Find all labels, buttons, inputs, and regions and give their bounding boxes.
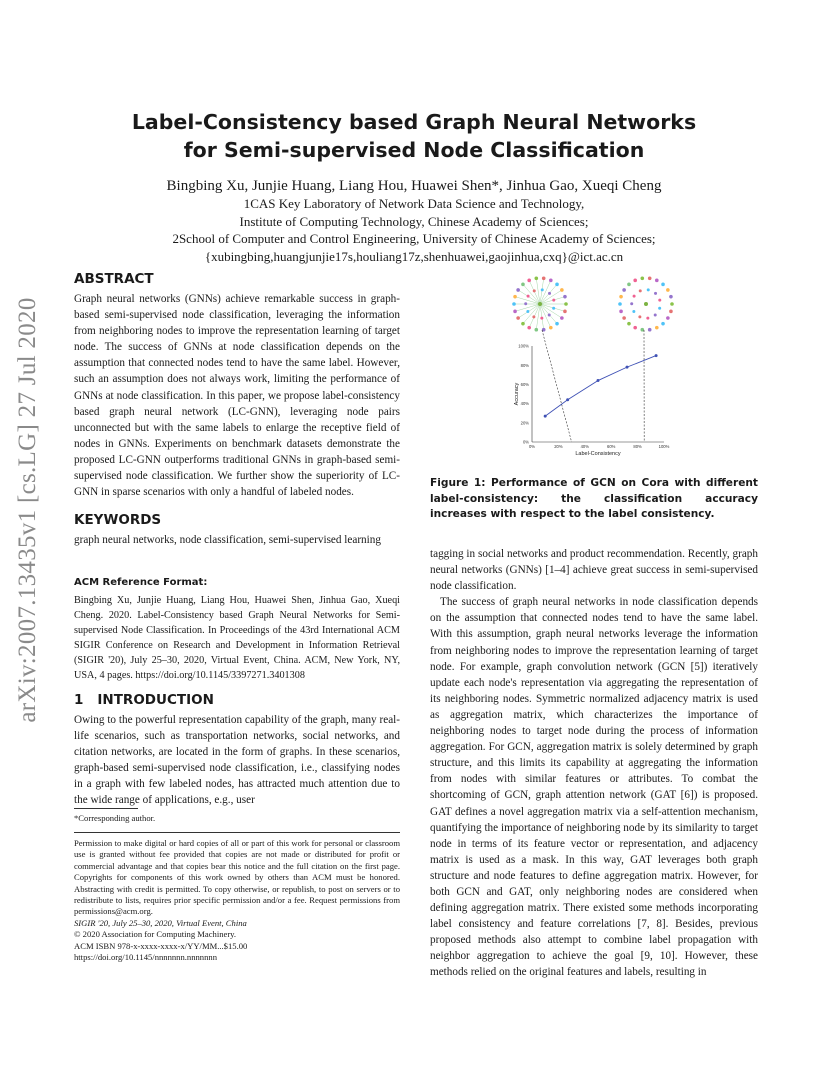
x-tick-label: 40%: [580, 444, 589, 449]
graph-node: [527, 295, 530, 298]
graph-center-node: [644, 302, 648, 306]
graph-node: [549, 279, 553, 283]
affiliation-line: 1CAS Key Laboratory of Network Data Science and Technology,: [243, 196, 585, 211]
accuracy-point: [655, 354, 658, 357]
graph-node: [658, 307, 661, 310]
graph-node: [622, 288, 626, 292]
graph-node: [552, 307, 555, 310]
graph-node: [639, 289, 642, 292]
graph-node: [524, 302, 527, 305]
x-tick-label: 20%: [554, 444, 563, 449]
chart-marks: [542, 330, 658, 442]
graph-node: [548, 292, 551, 295]
author-emails: {xubingbing,huangjunjie17s,houliang17z,shenhuawei,gaojinhua,cxq}@ict.ac.cn: [204, 248, 624, 264]
graph-node: [552, 299, 555, 302]
graph-node: [534, 276, 538, 280]
graph-node: [540, 317, 543, 320]
title-line-2: for Semi-supervised Node Classification: [183, 138, 645, 162]
title-line-1: Label-Consistency based Graph Neural Networks: [131, 110, 697, 134]
accuracy-point: [566, 398, 569, 401]
section-number: 1: [74, 692, 84, 708]
graph-node: [542, 276, 546, 280]
footnote: *Corresponding author.: [74, 813, 156, 823]
graph-node: [521, 283, 525, 287]
graph-node: [521, 322, 525, 326]
isbn-line: ACM ISBN 978-x-xxxx-xxxx-x/YY/MM...$15.00: [74, 940, 248, 951]
x-axis-title: Label-Consistency: [575, 451, 621, 457]
graph-edge: [540, 304, 564, 311]
paper-title: [100, 108, 728, 164]
graph-node: [627, 322, 631, 326]
permission-rule: [74, 832, 400, 833]
graph-node: [654, 292, 657, 295]
graph-edge: [516, 297, 540, 304]
graph-node: [619, 310, 623, 314]
graph-node: [527, 326, 531, 330]
graph-node: [548, 313, 551, 316]
graph-node: [563, 310, 567, 314]
graph-node: [666, 316, 670, 320]
graph-node: [647, 288, 650, 291]
graph-node: [619, 295, 623, 299]
accuracy-point: [544, 415, 547, 418]
graph-high-consistency: [618, 276, 674, 331]
graph-node: [564, 302, 568, 306]
x-tick-label: 60%: [607, 444, 616, 449]
graph-node: [513, 295, 517, 299]
affiliation-line: Institute of Computing Technology, Chinese Academy of Sciences;: [239, 213, 589, 229]
graph-node: [527, 279, 531, 283]
graph-node: [541, 288, 544, 291]
doi-line: https://doi.org/10.1145/nnnnnnn.nnnnnnn: [74, 952, 217, 963]
graph-node: [669, 295, 673, 299]
graph-node: [646, 317, 649, 320]
graph-node: [632, 310, 635, 313]
copyright-line: © 2020 Association for Computing Machinery.: [74, 929, 237, 940]
x-tick-label: 80%: [633, 444, 642, 449]
y-tick-label: 20%: [520, 420, 529, 426]
x-tick-label: 0%: [528, 444, 536, 449]
graph-node: [640, 328, 644, 332]
y-tick-label: 0%: [522, 439, 529, 445]
graph-node: [633, 326, 637, 330]
graph-node: [526, 310, 529, 313]
graph-node: [516, 288, 520, 292]
graph-node: [661, 322, 665, 326]
abstract-heading: ABSTRACT: [74, 271, 154, 287]
graph-node: [534, 328, 538, 332]
accuracy-point: [626, 366, 629, 369]
graph-node: [633, 295, 636, 298]
graph-node: [532, 315, 535, 318]
graph-node: [648, 328, 652, 332]
graph-node: [563, 295, 567, 299]
graph-node: [555, 322, 559, 326]
figure-caption: Figure 1: Performance of GCN on Cora with different label-consistency: the classification accuracy increases with respect to the label consistency.: [430, 477, 758, 521]
x-tick-label: 100%: [658, 444, 670, 449]
graph-node: [658, 299, 661, 302]
y-tick-label: 40%: [520, 401, 529, 407]
keywords-text: graph neural networks, node classification, semi-supervised learning: [74, 534, 381, 546]
graph-node: [670, 302, 674, 306]
y-tick-label: 80%: [520, 362, 529, 368]
graph-node: [549, 326, 553, 330]
introduction-text: Owing to the powerful representation capability of the graph, many real-life scenarios, such as transportation networks, social networks, and citation networks, are located in the form of graphs. In these scenarios, graph-based semi-supervised node classification, i.e., classifying nodes in a graph with few labeled nodes, has attracted much attention due to the wide range of applications, e.g., user: [74, 714, 400, 807]
introduction-heading: [74, 692, 214, 708]
affiliation-line: 2School of Computer and Control Engineering, University of Chinese Academy of Sciences;: [172, 231, 656, 246]
graph-node: [669, 310, 673, 314]
graph-node: [622, 316, 626, 320]
accuracy-series-line: [545, 356, 656, 416]
footnote-rule: [74, 808, 138, 809]
paragraph: tagging in social networks and product recommendation. Recently, graph neural networks (GNNs) [1–4] achieve great success in semi-supervised node classification.: [430, 548, 758, 593]
graph-node: [661, 283, 665, 287]
right-column-text: [430, 546, 758, 981]
y-tick-label: 100%: [518, 343, 529, 349]
conference-line: SIGIR '20, July 25–30, 2020, Virtual Event, China: [74, 917, 247, 928]
graph-node: [533, 289, 536, 292]
acm-reference-heading: ACM Reference Format:: [74, 577, 208, 588]
acm-reference-text: Bingbing Xu, Junjie Huang, Liang Hou, Huawei Shen, Jinhua Gao, Xueqi Cheng. 2020. Label-Consistency based Graph Neural Networks for Semi-supervised Node Classification. In Proceedings of the 43rd International ACM SIGIR Conference on Research and Development in Information Retrieval (SIGIR '20), July 25–30, 2020, Virtual Event, China. ACM, New York, NY, USA, 4 pages. https://doi.org/10.1145/3397271.3401308: [74, 595, 400, 681]
graph-node: [633, 279, 637, 283]
graph-node: [560, 288, 564, 292]
accuracy-point: [597, 379, 600, 382]
abstract-text: Graph neural networks (GNNs) achieve remarkable success in graph-based semi-supervised node classification, leveraging the information from neighboring nodes to improve the representation learning of target node. The success of GNNs at node classification depends on the assumption that connected nodes tend to have the same label. However, such an assumption does not always work, limiting the performance of GNNs at node classification. In this paper, we propose label-consistency based graph neural network (LC-GNN), leveraging node pairs unconnected but with the same labels to enlarge the receptive field of nodes in GNNs. Experiments on benchmark datasets demonstrate the proposed LC-GNN outperforms traditional GNNs in graph-based semi-supervised node classification. We further show the superiority of LC-GNN in sparse scenarios with only a handful of labeled nodes.: [74, 293, 400, 499]
connector-line: [542, 330, 572, 442]
graph-node: [640, 276, 644, 280]
graph-node: [638, 315, 641, 318]
y-tick-label: 60%: [520, 382, 529, 387]
chart-axes: [514, 344, 670, 457]
graph-node: [627, 283, 631, 287]
graph-node: [618, 302, 622, 306]
graph-center-node: [538, 302, 542, 306]
graph-node: [630, 302, 633, 305]
authors: Bingbing Xu, Junjie Huang, Liang Hou, Huawei Shen*, Jinhua Gao, Xueqi Cheng: [166, 178, 662, 194]
graph-illustrations: [512, 276, 674, 331]
graph-edge: [516, 304, 540, 311]
graph-node: [666, 288, 670, 292]
graph-node: [655, 279, 659, 283]
section-title: INTRODUCTION: [97, 692, 214, 708]
graph-node: [516, 316, 520, 320]
paragraph: The success of graph neural networks in node classification depends on the assumption that connected nodes tend to have the same label. With this assumption, graph neural networks leverage the information from neighboring nodes to improve the representation learning of target node. For example, graph convolution network (GCN [5]) iteratively update each node's representation via aggregating the representation of its neighboring nodes. Symmetric normalized adjacency matrix is used as aggregation matrix, which characterizes the importance of neighboring nodes to target node during the process of information aggregation. For GCN, aggregation matrix is solely determined by graph structure, and this limits its capability at aggregating the information from nodes with similar features or attributes. To combat the shortcoming of GCN, graph attention network (GAT [6]) is proposed. GAT defines a novel aggregation matrix via a self-attention mechanism, quantifying the importance of neighboring node by its similarity to target node in terms of its feature vector or representation, and adjacency matrix is used as a mask. In this way, GAT leverages both graph structure and node features to define aggregation matrix. However, for both GCN and GAT, only neighboring nodes are considered when defining aggregation matrix. There existed some methods incorporating label consistency and feature correlations [7, 8]. Besides, previous proposed methods also attempt to combine label propagation with neighbor aggregation to achieve the goal [9, 10]. However, these methods relied on the original features and labels, resulting in: [430, 596, 758, 979]
arxiv-identifier: arXiv:2007.13435v1 [cs.LG] 27 Jul 2020: [14, 297, 41, 723]
graph-low-consistency: [512, 276, 568, 331]
permission-block: [74, 838, 400, 963]
graph-node: [648, 276, 652, 280]
permission-notice: Permission to make digital or hard copies of all or part of this work for personal or classroom use is granted without fee provided that copies are not made or distributed for profit or commercial advantage and that copies bear this notice and the full citation on the first page. Copyrights for components of this work owned by others than ACM must be honored. Abstracting with credit is permitted. To copy otherwise, or republish, to post on servers or to redistribute to lists, requires prior specific permission and/or a fee. Request permissions from permissions@acm.org.: [74, 838, 400, 917]
graph-node: [555, 283, 559, 287]
graph-node: [512, 302, 516, 306]
keywords-heading: KEYWORDS: [74, 512, 162, 528]
affiliations: [80, 195, 748, 265]
y-axis-title: Accuracy: [514, 382, 520, 406]
graph-node: [655, 326, 659, 330]
figure-1: [496, 272, 710, 462]
graph-node: [560, 316, 564, 320]
graph-node: [513, 310, 517, 314]
graph-node: [654, 313, 657, 316]
graph-edge: [540, 297, 564, 304]
